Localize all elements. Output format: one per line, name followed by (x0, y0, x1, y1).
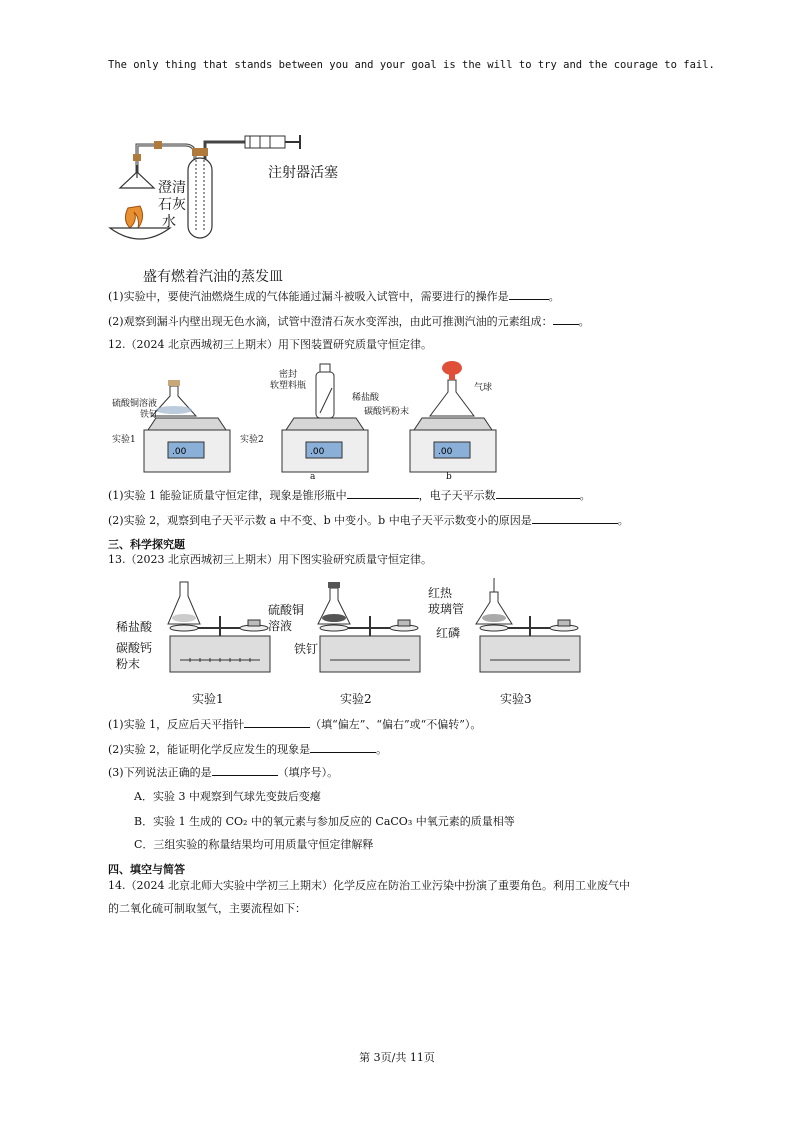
q12-caco3-label: 碳酸钙粉末 (364, 407, 410, 417)
q11-part1: (1)实验中，要使汽油燃烧生成的气体能通过漏斗被吸入试管中，需要进行的操作是 。 (108, 290, 560, 303)
q12-hcl-label: 稀盐酸 (352, 393, 380, 403)
q12-exp1-label: 实验1 (112, 435, 136, 445)
page-number: 第 3页/共 11页 (359, 1051, 435, 1064)
q12-answer-blank-1[interactable] (347, 498, 419, 499)
section-4-heading: 四、填空与简答 (108, 863, 185, 876)
q12-balloon-label: 气球 (474, 383, 493, 393)
q13-option-a: A．实验 3 中观察到气球先变鼓后变瘪 (134, 790, 321, 803)
electronic-balance-1 (144, 380, 230, 472)
electronic-balance-3 (410, 361, 496, 472)
pan-balance-1 (168, 582, 270, 672)
q13-iron-label: 铁钉 (294, 642, 319, 656)
q11-apparatus-figure (100, 120, 360, 270)
q11-answer-blank-2[interactable] (553, 324, 579, 325)
q12-cuso4-label: 硫酸铜溶液 (112, 399, 158, 409)
q11-part2: (2)观察到漏斗内壁出现无色水滴，试管中澄清石灰水变浑浊，由此可推测汽油的元素组成： 。 (108, 315, 590, 328)
q12-part2: (2)实验 2，观察到电子天平示数 a 中不变、b 中变小。b 中电子天平示数变小的原因是 。 (108, 514, 629, 527)
q14-line1: 14.（2024 北京北师大实验中学初三上期末）化学反应在防治工业污染中扮演了重要角色。利用工业废气中 (108, 879, 630, 892)
q13-hot-glass-label: 红热 玻璃管 (428, 586, 465, 616)
q12-balance-figure (108, 358, 508, 483)
svg-text:.00: .00 (438, 447, 453, 457)
q14-line2: 的二氧化硫可制取氢气，主要流程如下： (108, 902, 306, 915)
balloon-icon (442, 361, 462, 375)
q13-option-b: B．实验 1 生成的 CO₂ 中的氧元素与参加反应的 CaCO₃ 中氧元素的质量相等 (134, 815, 515, 828)
q13-part1: (1)实验 1，反应后天平指针 （填“偏左”、“偏右”或“不偏转”）。 (108, 718, 482, 731)
q12-answer-blank-3[interactable] (532, 523, 618, 524)
limewater-label: 澄清 石灰 水 (158, 180, 186, 230)
q12-a-label: a (310, 472, 316, 482)
pan-balance-3 (476, 578, 580, 672)
q12-sealed-bottle-label: 密封 软塑料瓶 (270, 370, 307, 391)
q13-hcl-label: 稀盐酸 (116, 620, 153, 634)
q11-answer-blank-1[interactable] (509, 299, 549, 300)
q13-exp3-label: 实验3 (500, 692, 532, 706)
q13-part3: (3)下列说法正确的是 （填序号）。 (108, 766, 339, 779)
pan-balance-2 (318, 582, 420, 672)
q13-exp1-label: 实验1 (192, 692, 224, 706)
header-quote: The only thing that stands between you and your goal is the will to try and the courage to fail. (108, 59, 715, 71)
q13-answer-blank-1[interactable] (244, 727, 310, 728)
q13-answer-blank-3[interactable] (212, 775, 278, 776)
syringe-label: 注射器活塞 (268, 165, 338, 181)
q12-part1: (1)实验 1 能验证质量守恒定律，现象是锥形瓶中 ，电子天平示数 。 (108, 489, 591, 502)
q13-balance-figure (150, 578, 620, 690)
q12-iron-nail-label: 铁钉 (140, 410, 159, 420)
section-3-heading: 三、科学探究题 (108, 538, 185, 551)
q12-exp2-label: 实验2 (240, 435, 264, 445)
svg-text:.00: .00 (172, 447, 187, 457)
q13-red-p-label: 红磷 (436, 626, 461, 640)
svg-text:.00: .00 (310, 447, 325, 457)
q13-title: 13.（2023 北京西城初三上期末）用下图实验研究质量守恒定律。 (108, 553, 432, 566)
q12-title: 12.（2024 北京西城初三上期末）用下图装置研究质量守恒定律。 (108, 338, 432, 351)
dish-caption: 盛有燃着汽油的蒸发皿 (143, 269, 283, 285)
q13-option-c: C．三组实验的称量结果均可用质量守恒定律解释 (134, 838, 374, 851)
q13-answer-blank-2[interactable] (310, 752, 376, 753)
q12-b-label: b (446, 472, 452, 482)
q12-answer-blank-2[interactable] (496, 498, 580, 499)
q13-exp2-label: 实验2 (340, 692, 372, 706)
q13-part2: (2)实验 2，能证明化学反应发生的现象是 。 (108, 743, 388, 756)
q13-cuso4-label: 硫酸铜 溶液 (268, 603, 305, 633)
q13-caco3-label: 碳酸钙 粉末 (116, 641, 153, 671)
